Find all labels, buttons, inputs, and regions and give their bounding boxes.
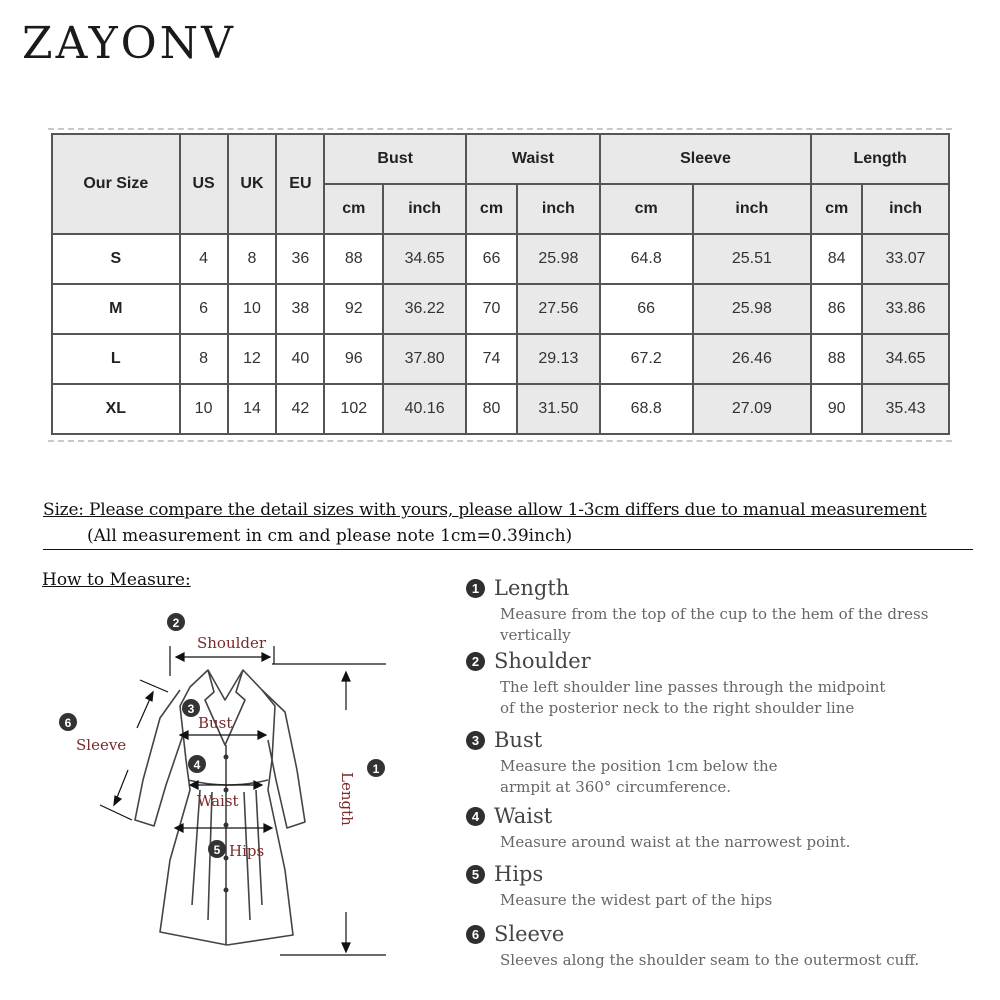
- badge-4: 4: [193, 758, 201, 772]
- header-length-inch: inch: [862, 184, 949, 234]
- table-row: [52, 334, 949, 384]
- cell-us: 8: [180, 334, 228, 384]
- cell-length-cm: 90: [811, 384, 862, 434]
- cell-bust-inch: 37.80: [383, 334, 466, 384]
- cell-uk: 8: [228, 234, 277, 284]
- cell-waist-inch: 27.56: [517, 284, 600, 334]
- badge-2: 2: [172, 616, 180, 630]
- cell-size: S: [52, 234, 180, 284]
- size-note: Size: Please compare the detail sizes with yours, please allow 1-3cm differs due to manual measurement: [43, 500, 927, 520]
- cell-waist-inch: 31.50: [517, 384, 600, 434]
- cell-eu: 36: [276, 234, 324, 284]
- header-sleeve-cm: cm: [600, 184, 693, 234]
- cell-uk: 14: [228, 384, 277, 434]
- step-number: 1: [466, 579, 485, 598]
- header-waist-cm: cm: [466, 184, 517, 234]
- header-length: Length: [811, 134, 949, 184]
- header-eu: EU: [276, 134, 324, 234]
- table-row: [52, 284, 949, 334]
- cell-length-cm: 88: [811, 334, 862, 384]
- cell-us: 10: [180, 384, 228, 434]
- size-chart-table: [51, 133, 950, 435]
- cell-length-inch: 35.43: [862, 384, 949, 434]
- label-length: Length: [338, 772, 356, 826]
- cell-sleeve-cm: 67.2: [600, 334, 693, 384]
- step-number: 6: [466, 925, 485, 944]
- badge-1: 1: [372, 762, 380, 776]
- step-desc: Measure the widest part of the hips: [500, 891, 773, 909]
- header-length-cm: cm: [811, 184, 862, 234]
- table-row: [52, 384, 949, 434]
- header-sleeve-inch: inch: [693, 184, 812, 234]
- header-waist-inch: inch: [517, 184, 600, 234]
- cell-waist-inch: 29.13: [517, 334, 600, 384]
- header-our-size: Our Size: [52, 134, 180, 234]
- label-hips: Hips: [229, 842, 265, 860]
- step-number: 4: [466, 807, 485, 826]
- step-title: Bust: [494, 728, 543, 752]
- cell-eu: 40: [276, 334, 324, 384]
- cell-size: M: [52, 284, 180, 334]
- cell-uk: 10: [228, 284, 277, 334]
- cell-eu: 38: [276, 284, 324, 334]
- step-title: Length: [494, 576, 570, 600]
- how-to-measure-heading: How to Measure:: [42, 570, 191, 590]
- cell-size: L: [52, 334, 180, 384]
- brand-logo: ZAYONV: [22, 18, 236, 69]
- label-bust: Bust: [198, 714, 233, 732]
- table-row: [52, 234, 949, 284]
- cell-waist-cm: 74: [466, 334, 517, 384]
- cell-bust-cm: 92: [324, 284, 383, 334]
- cell-sleeve-inch: 25.51: [693, 234, 812, 284]
- header-bust-inch: inch: [383, 184, 466, 234]
- cell-bust-inch: 40.16: [383, 384, 466, 434]
- cell-sleeve-inch: 25.98: [693, 284, 812, 334]
- step-title: Waist: [494, 804, 553, 828]
- dress-measure-diagram: [40, 600, 400, 972]
- header-sleeve: Sleeve: [600, 134, 811, 184]
- step-desc: Measure from the top of the cup to the hem of the dress vertically: [500, 605, 929, 644]
- cell-bust-inch: 36.22: [383, 284, 466, 334]
- label-shoulder: Shoulder: [197, 634, 267, 652]
- step-number: 2: [466, 652, 485, 671]
- cell-length-inch: 33.07: [862, 234, 949, 284]
- cell-us: 6: [180, 284, 228, 334]
- header-waist: Waist: [466, 134, 600, 184]
- cell-sleeve-inch: 27.09: [693, 384, 812, 434]
- header-bust: Bust: [324, 134, 466, 184]
- header-uk: UK: [228, 134, 277, 234]
- cell-length-inch: 33.86: [862, 284, 949, 334]
- cell-waist-cm: 66: [466, 234, 517, 284]
- step-number: 5: [466, 865, 485, 884]
- cell-bust-cm: 96: [324, 334, 383, 384]
- cell-waist-inch: 25.98: [517, 234, 600, 284]
- badge-5: 5: [213, 843, 221, 857]
- label-waist: Waist: [197, 792, 239, 810]
- cell-waist-cm: 80: [466, 384, 517, 434]
- step-desc: Sleeves along the shoulder seam to the outermost cuff.: [500, 951, 920, 969]
- cell-sleeve-cm: 64.8: [600, 234, 693, 284]
- step-title: Shoulder: [494, 649, 591, 673]
- step-desc: Measure around waist at the narrowest point.: [500, 833, 851, 851]
- step-title: Hips: [494, 862, 544, 886]
- cell-sleeve-cm: 66: [600, 284, 693, 334]
- step-desc: The left shoulder line passes through the midpoint of the posterior neck to the right shoulder line: [500, 678, 886, 717]
- cell-length-cm: 86: [811, 284, 862, 334]
- cell-length-inch: 34.65: [862, 334, 949, 384]
- cell-bust-cm: 102: [324, 384, 383, 434]
- step-desc: Measure the position 1cm below the armpit at 360° circumference.: [500, 757, 778, 796]
- cell-eu: 42: [276, 384, 324, 434]
- step-title: Sleeve: [494, 922, 565, 946]
- cell-us: 4: [180, 234, 228, 284]
- cell-waist-cm: 70: [466, 284, 517, 334]
- cell-uk: 12: [228, 334, 277, 384]
- cell-size: XL: [52, 384, 180, 434]
- step-number: 3: [466, 731, 485, 750]
- cell-bust-inch: 34.65: [383, 234, 466, 284]
- badge-3: 3: [187, 702, 195, 716]
- badge-6: 6: [64, 716, 72, 730]
- cell-sleeve-inch: 26.46: [693, 334, 812, 384]
- measurement-note: (All measurement in cm and please note 1cm=0.39inch): [43, 526, 973, 550]
- label-sleeve: Sleeve: [76, 736, 127, 754]
- cell-bust-cm: 88: [324, 234, 383, 284]
- header-us: US: [180, 134, 228, 234]
- header-bust-cm: cm: [324, 184, 383, 234]
- cell-sleeve-cm: 68.8: [600, 384, 693, 434]
- cell-length-cm: 84: [811, 234, 862, 284]
- diagram-labels: [76, 634, 356, 860]
